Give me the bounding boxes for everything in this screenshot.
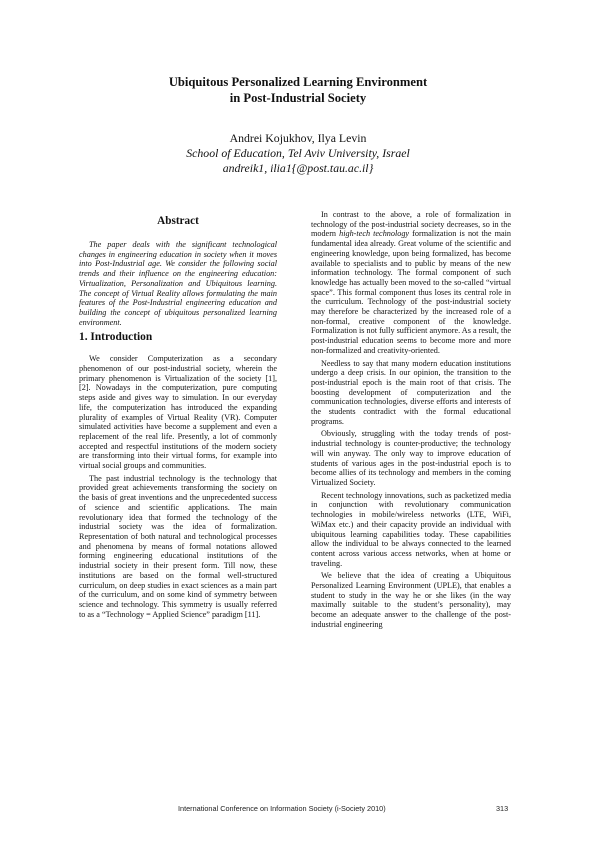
author-names: Andrei Kojukhov, Ilya Levin bbox=[229, 131, 367, 145]
right-paragraph-3: Obviously, struggling with the today trends of post-industrial technology is counter-productive; the technology will win anyway. The only way to improve education of students of various ages in the post-industrial epoch is to become allies of its technology and members in the coming Virtualized Society. bbox=[311, 429, 511, 487]
paper-title bbox=[0, 74, 596, 106]
footer-conference: International Conference on Information Society (i-Society 2010) bbox=[178, 804, 386, 813]
author-emails: andreik1, ilia1{@post.tau.ac.il} bbox=[222, 161, 374, 175]
author-affiliation: School of Education, Tel Aviv University, Israel bbox=[186, 146, 410, 160]
right-column bbox=[311, 210, 511, 633]
title-line-2: in Post-Industrial Society bbox=[229, 91, 367, 105]
right-paragraph-5: We believe that the idea of creating a Ubiquitous Personalized Learning Environment (UPLE), that enables a student to study in the way he or she likes (in the way maximally suitable to the student’s personality), may become an adequate answer to the challenge of the post-industrial engineering bbox=[311, 571, 511, 629]
page-number: 313 bbox=[496, 804, 509, 813]
intro-paragraph-1: We consider Computerization as a secondary phenomenon of our post-industrial society, wherein the primary phenomenon is Virtualization of the society [1], [2]. Nowadays in the computerization, pure computing steps aside and gives way to simulation. In our everyday life, the computerization has introduced the expanding plurality of examples of Virtual Reality (VR). Computer simulated activities have become a supplement and even a replacement of the real life. Presently, a lot of commonly accepted and respectful institutions of the modern society are transforming into their virtual forms, for example into virtual social groups and communities. bbox=[79, 354, 277, 471]
right-paragraph-1 bbox=[311, 210, 511, 356]
section-heading-introduction: 1. Introduction bbox=[79, 331, 153, 344]
right-p1-italic: high-tech technology bbox=[339, 229, 410, 239]
intro-paragraph-2: The past industrial technology is the technology that provided great achievements transforming the society on the basis of great inventions and the unprecedented success of science and scientific applications. The main revolutionary idea that formed the technology of the industrial society was the idea of formalization. Representation of both natural and technological processes and phenomena by means of formal notations allowed forming engineering educational institutions of the industrial society in their present form. Till now, these institutions are based on the formal well-structured curriculum, on deep studies in exact sciences as a main part of the curriculum, and on some kind of symmetry between science and technology. This symmetry is usually referred to as a “Technology = Applied Science” paradigm [11]. bbox=[79, 473, 277, 619]
right-paragraph-2: Needless to say that many modern education institutions undergo a deep crisis. In our opinion, the transition to the post-industrial epoch is the main root of that crisis. The boosting development of computerization and the communication technologies, diverse efforts and interests of the students contradict with the formal educational programs. bbox=[311, 358, 511, 426]
author-block bbox=[0, 131, 596, 176]
right-p1-text-a: In contrast to the above, a role of formalization in technology of the post-industrial society decreases, so in the modern bbox=[311, 210, 511, 239]
title-line-1: Ubiquitous Personalized Learning Environment bbox=[168, 75, 428, 89]
left-column bbox=[79, 212, 277, 622]
abstract-heading: Abstract bbox=[157, 215, 199, 227]
abstract-text: The paper deals with the significant technological changes in engineering education in society when it moves into Post-Industrial age. We consider the following social trends and their influence on the engineering education: Virtualization, Personalization and Ubiquitous learning. The concept of Virtual Reality allows formulating the main features of the Post-Industrial engineering education and building the concept of ubiquitous personalized learning environment. bbox=[79, 240, 277, 327]
right-p1-text-b: formalization is not the main fundamental idea already. Great volume of the scientific and engineering knowledge, upon being formalized, has become available to specialists and to public by means of the new information technology. The formal component of such knowledge has actually been moved to the so-called “virtual space”. This formal component thus loses its central role in the curriculum. Technology of the post-industrial society may therefore be characterized by the increased role of a non-formal, creative component of the knowledge. Formalization is not fully sufficient anymore. As a result, the post-industrial education seems to become more and more non-formalized and creativity-oriented. bbox=[311, 229, 512, 355]
right-paragraph-4: Recent technology innovations, such as packetized media in conjunction with revolutionary communication technologies in mobile/wireless networks (LTE, WiFi, WiMax etc.) and their capacity provide an individual with ubiquitous learning capabilities today. These capabilities allow the individual to be always connected to the learned content across various access networks, when at home or traveling. bbox=[311, 490, 511, 568]
